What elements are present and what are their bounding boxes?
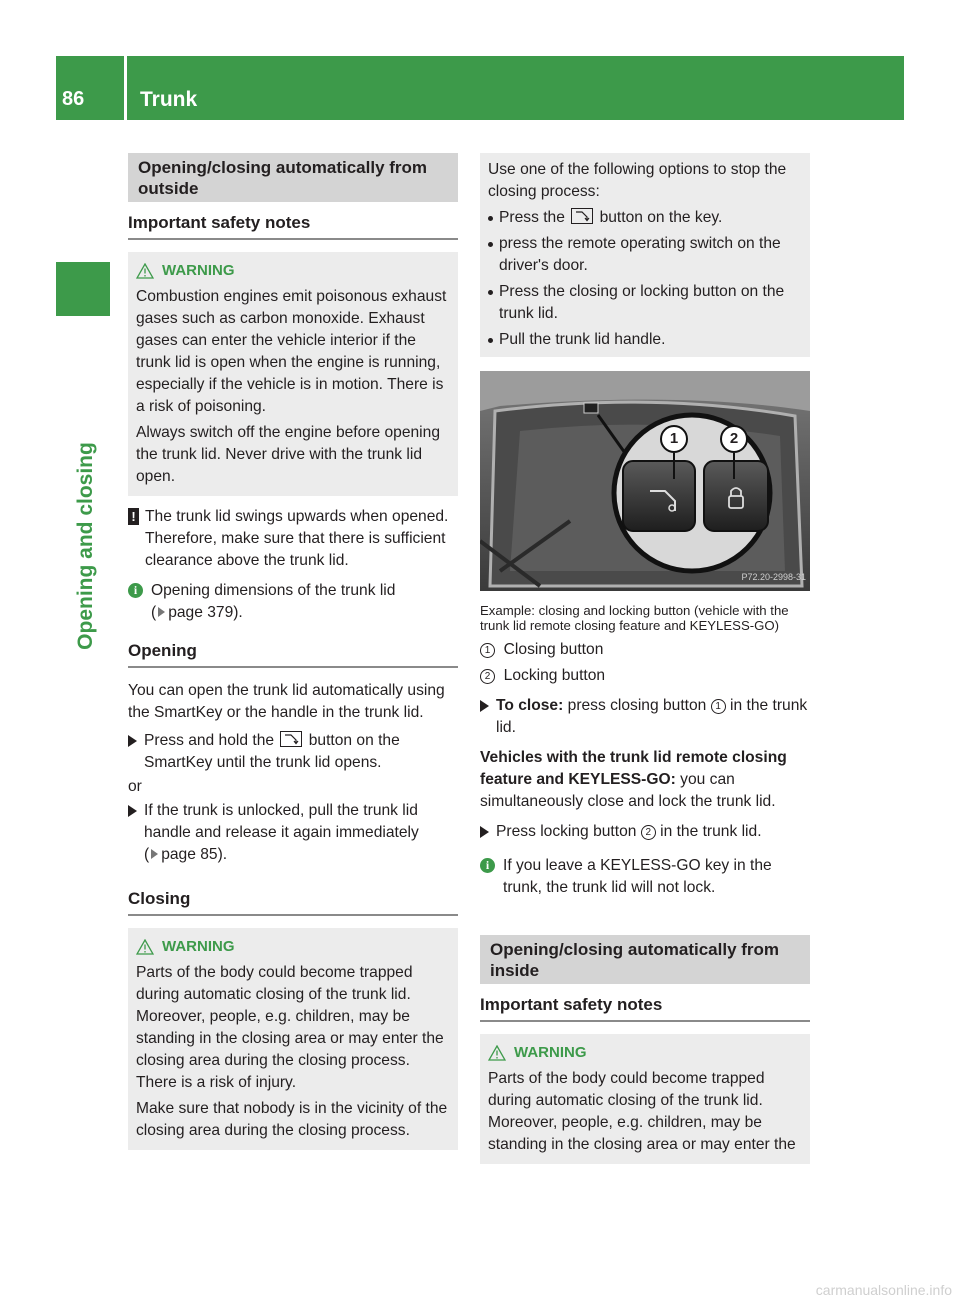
info-note	[128, 580, 458, 624]
left-column	[128, 153, 458, 1150]
warning-label: WARNING	[162, 938, 235, 955]
list-item: Press the closing or locking button on the trunk lid.	[488, 281, 802, 325]
warning-text: Make sure that nobody is in the vicinity of the closing area during the closing process.	[136, 1100, 448, 1139]
watermark: carmanualsonline.info	[815, 1282, 952, 1298]
warning-label: WARNING	[162, 262, 235, 279]
warning-label: WARNING	[514, 1044, 587, 1061]
page-ref-arrow-icon	[151, 849, 158, 859]
instruction-step: Press locking button 2 in the trunk lid.	[480, 821, 810, 843]
bullet-icon	[488, 216, 493, 221]
warning-header	[136, 260, 450, 282]
safety-notes-heading: Important safety notes	[128, 212, 458, 240]
legend-item: 2 Locking button	[480, 665, 810, 687]
chapter-tab-marker	[56, 262, 110, 316]
info-icon: i	[128, 583, 143, 598]
opening-intro: You can open the trunk lid automatically using the SmartKey or the handle in the trunk lid.	[128, 682, 445, 721]
instruction-step: Press and hold the button on the SmartKey until the trunk lid opens.	[128, 730, 458, 774]
or-text: or	[128, 778, 142, 795]
instruction-step: If the trunk is unlocked, pull the trunk lid handle and release it again immediately ( page 85).	[128, 800, 458, 866]
step-arrow-icon	[480, 700, 489, 712]
stop-options-box	[480, 153, 810, 357]
callout-number: 1	[480, 643, 495, 658]
stop-intro: Use one of the following options to stop the closing process:	[488, 161, 787, 200]
chapter-title: Opening and closing	[74, 442, 97, 650]
trunk-lid-illustration	[480, 371, 810, 591]
warning-box-exhaust	[128, 252, 458, 496]
bullet-icon	[488, 338, 493, 343]
list-item: press the remote operating switch on the driver's door.	[488, 233, 802, 277]
step-arrow-icon	[128, 805, 137, 817]
section-title-outside: Opening/closing automatically from outside	[128, 153, 458, 202]
warning-text: Always switch off the engine before opening the trunk lid. Never drive with the trunk lid open.	[136, 424, 440, 485]
header-separator	[124, 56, 127, 120]
trunk-lid-photo	[480, 371, 810, 591]
warning-box-trapping	[128, 928, 458, 1150]
list-item: Pull the trunk lid handle.	[488, 329, 802, 351]
step-arrow-icon	[480, 826, 489, 838]
info-note	[480, 855, 810, 899]
figure-caption: Example: closing and locking button (vehicle with the trunk lid remote closing feature and KEYLESS-GO)	[480, 603, 789, 633]
callout-1: 1	[669, 430, 679, 447]
page-reference-link[interactable]: page 85).	[161, 846, 228, 863]
step-arrow-icon	[128, 735, 137, 747]
info-text: If you leave a KEYLESS-GO key in the trunk, the trunk lid will not lock.	[503, 857, 772, 896]
warning-triangle-icon	[136, 263, 154, 279]
caution-note	[128, 506, 458, 572]
warning-header	[136, 936, 450, 958]
list-item: Press the button on the key.	[488, 207, 802, 229]
warning-triangle-icon	[136, 939, 154, 955]
bullet-icon	[488, 290, 493, 295]
exclamation-icon: !	[128, 508, 139, 525]
instruction-step: To close: press closing button 1 in the trunk lid.	[480, 695, 810, 739]
section-title-inside: Opening/closing automatically from inside	[480, 935, 810, 984]
closing-heading: Closing	[128, 888, 458, 916]
warning-text: Combustion engines emit poisonous exhaust gases such as carbon monoxide. Exhaust gases can enter the vehicle interior if the trunk lid is open when the engine is running, especially if the vehicle is in motion. There is a risk of poisoning.	[136, 288, 447, 415]
info-icon: i	[480, 858, 495, 873]
legend-item: 1 Closing button	[480, 639, 810, 661]
page-reference-link[interactable]: page 379).	[168, 604, 243, 621]
right-column	[480, 153, 810, 1164]
bullet-icon	[488, 242, 493, 247]
page-number: 86	[62, 88, 85, 110]
caution-text: The trunk lid swings upwards when opened. Therefore, make sure that there is sufficient clearance above the trunk lid.	[145, 508, 449, 569]
callout-2: 2	[729, 430, 739, 447]
warning-triangle-icon	[488, 1045, 506, 1061]
trunk-key-icon	[571, 208, 593, 224]
warning-box-trapping-inside	[480, 1034, 810, 1164]
trunk-key-icon	[280, 731, 302, 747]
keyless-go-text: Vehicles with the trunk lid remote closing feature and KEYLESS-GO: you can simultaneously close and lock the trunk lid.	[480, 749, 787, 810]
safety-notes-heading: Important safety notes	[480, 994, 810, 1022]
page-title: Trunk	[140, 88, 198, 111]
warning-text: Parts of the body could become trapped during automatic closing of the trunk lid. Moreover, people, e.g. children, may be standing in the closing area or may enter the	[488, 1070, 796, 1153]
page-ref-arrow-icon	[158, 607, 165, 617]
info-text: Opening dimensions of the trunk lid ( page 379).	[151, 582, 396, 621]
warning-text: Parts of the body could become trapped during automatic closing of the trunk lid. Moreover, people, e.g. children, may be standing in the closing area or may enter the closing area during the closing process. There is a risk of injury.	[136, 964, 444, 1091]
callout-number: 2	[480, 669, 495, 684]
warning-header	[488, 1042, 802, 1064]
figure-code: P72.20-2998-31	[741, 572, 806, 582]
opening-heading: Opening	[128, 640, 458, 668]
